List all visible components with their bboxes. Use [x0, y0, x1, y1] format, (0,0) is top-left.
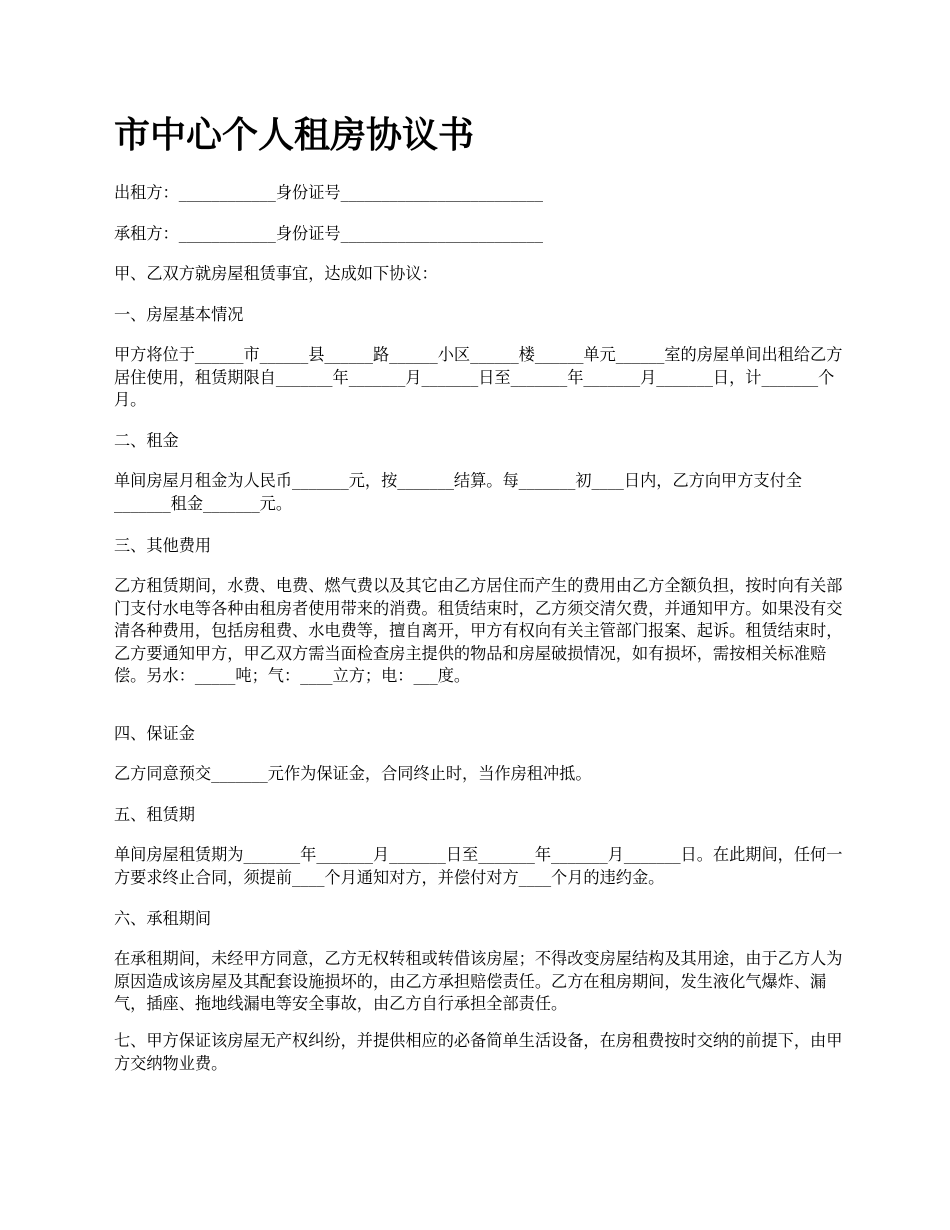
section-heading-3: 三、其他费用: [114, 536, 212, 555]
section-heading-4: 四、保证金: [114, 724, 195, 743]
section-heading-1: 一、房屋基本情况: [114, 305, 244, 324]
section-7: 七、甲方保证该房屋无产权纠纷，并提供相应的必备简单生活设备，在房租费按时交纳的前提下，由甲方交纳物业费。: [114, 1031, 843, 1073]
section-body-3: 乙方租赁期间，水费、电费、燃气费以及其它由乙方居住而产生的费用由乙方全额负担，按时向有关部门支付水电等各种由租房者使用带来的消费。租赁结束时，乙方须交清欠费，并通知甲方。如果没有交清各种费用，包括房租费、水电费等，擅自离开，甲方有权向有关主管部门报案、起诉。租赁结束时，乙方要通知甲方，甲乙双方需当面检查房主提供的物品和房屋破损情况，如有损坏，需按相关标准赔偿。另水：_____吨；气：____立方；电：___度。: [114, 576, 843, 685]
section-heading-5: 五、租赁期: [114, 805, 195, 824]
lessor-line: 出租方：____________身份证号_________________________: [114, 183, 543, 202]
section-heading-6: 六、承租期间: [114, 909, 212, 928]
agreement-intro: 甲、乙双方就房屋租赁事宜，达成如下协议：: [114, 264, 438, 283]
lessee-line: 承租方：____________身份证号_________________________: [114, 224, 543, 243]
document-title: 市中心个人租房协议书: [114, 115, 475, 156]
section-body-4: 乙方同意预交_______元作为保证金，合同终止时，当作房租冲抵。: [114, 764, 592, 783]
section-body-5: 单间房屋租赁期为_______年_______月_______日至_______年_______月_______日。在此期间，任何一方要求终止合同，须提前____个月通知对方，并偿付对方____个月的违约金。: [114, 845, 843, 887]
section-heading-2: 二、租金: [114, 431, 179, 450]
section-body-2: 单间房屋月租金为人民币_______元，按_______结算。每_______初____日内，乙方向甲方支付全_______租金_______元。: [114, 471, 802, 513]
section-body-6: 在承租期间，未经甲方同意，乙方无权转租或转借该房屋；不得改变房屋结构及其用途，由于乙方人为原因造成该房屋及其配套设施损坏的，由乙方承担赔偿责任。乙方在租房期间，发生液化气爆炸、漏气，插座、拖地线漏电等安全事故，由乙方自行承担全部责任。: [114, 949, 843, 1013]
section-body-1: 甲方将位于______市______县______路______小区______楼______单元______室的房屋单间出租给乙方居住使用，租赁期限自_______年_______月_______日至_______年_______月_______日，计_______个月。: [114, 345, 843, 409]
